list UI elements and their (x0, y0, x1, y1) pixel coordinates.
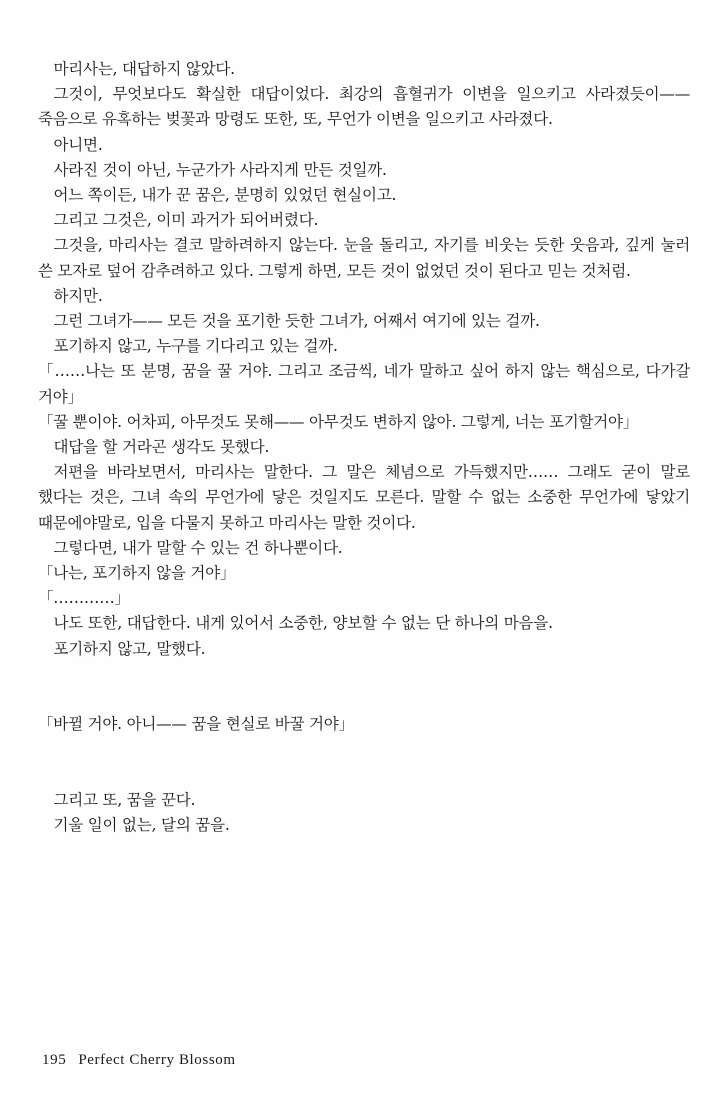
paragraph: 그런 그녀가—— 모든 것을 포기한 듯한 그녀가, 어째서 여기에 있는 걸까. (53, 312, 540, 331)
dialogue-line: 「나는, 포기하지 않을 거야」 (38, 564, 236, 583)
body-text (38, 57, 690, 838)
page-footer (42, 1052, 236, 1069)
paragraph: 그리고 그것은, 이미 과거가 되어버렸다. (53, 211, 319, 230)
paragraph: 저편을 바라보면서, 마리사는 말한다. 그 말은 체념으로 가득했지만…… 그래도 굳이 말로 했다는 것은, 그녀 속의 무언가에 닿은 것일지도 모른다. 말할 수 없는 소중한 무언가에 닿았기 때문에야말로, 입을 다물지 못하고 마리사는 말한 것이다. (38, 463, 690, 532)
paragraph: 대답을 할 거라곤 생각도 못했다. (53, 438, 270, 457)
paragraph: 어느 쪽이든, 내가 꾼 꿈은, 분명히 있었던 현실이고. (53, 186, 397, 205)
dialogue-line: 「바뀔 거야. 아니—— 꿈을 현실로 바꿀 거야」 (38, 715, 354, 734)
dialogue-line: 「…………」 (38, 589, 130, 608)
paragraph: 그리고 또, 꿈을 꾼다. (53, 790, 196, 809)
paragraph: 하지만. (53, 286, 103, 305)
paragraph: 포기하지 않고, 누구를 기다리고 있는 걸까. (53, 337, 338, 356)
paragraph: 마리사는, 대답하지 않았다. (53, 60, 235, 78)
book-title: Perfect Cherry Blossom (78, 1052, 236, 1068)
page-number: 195 (42, 1052, 67, 1068)
paragraph: 그렇다면, 내가 말할 수 있는 건 하나뿐이다. (53, 538, 343, 557)
paragraph: 아니면. (53, 135, 103, 154)
paragraph: 사라진 것이 아닌, 누군가가 사라지게 만든 것일까. (53, 160, 387, 179)
paragraph: 기울 일이 없는, 달의 꿈을. (53, 816, 230, 835)
section-gap (38, 662, 690, 712)
dialogue-line: 「……나는 또 분명, 꿈을 꿀 거야. 그리고 조금씩, 네가 말하고 싶어 하지 않는 핵심으로, 다가갈 거야」 (38, 362, 690, 406)
paragraph: 그것을, 마리사는 결코 말하려하지 않는다. 눈을 돌리고, 자기를 비웃는 듯한 웃음과, 깊게 눌러 쓴 모자로 덮어 감추려하고 있다. 그렇게 하면, 모든 것이 없었던 것이 된다고 믿는 것처럼. (38, 236, 690, 280)
section-gap (38, 737, 690, 787)
paragraph: 포기하지 않고, 말했다. (53, 639, 206, 658)
paragraph: 그것이, 무엇보다도 확실한 대답이었다. 최강의 흡혈귀가 이변을 일으키고 사라졌듯이—— 죽음으로 유혹하는 벚꽃과 망령도 또한, 또, 무언가 이변을 일으키고 사라졌다. (38, 85, 690, 129)
dialogue-line: 「꿀 뿐이야. 어차피, 아무것도 못해—— 아무것도 변하지 않아. 그렇게, 너는 포기할거야」 (38, 412, 639, 431)
paragraph: 나도 또한, 대답한다. 내게 있어서 소중한, 양보할 수 없는 단 하나의 마음을. (53, 614, 553, 633)
